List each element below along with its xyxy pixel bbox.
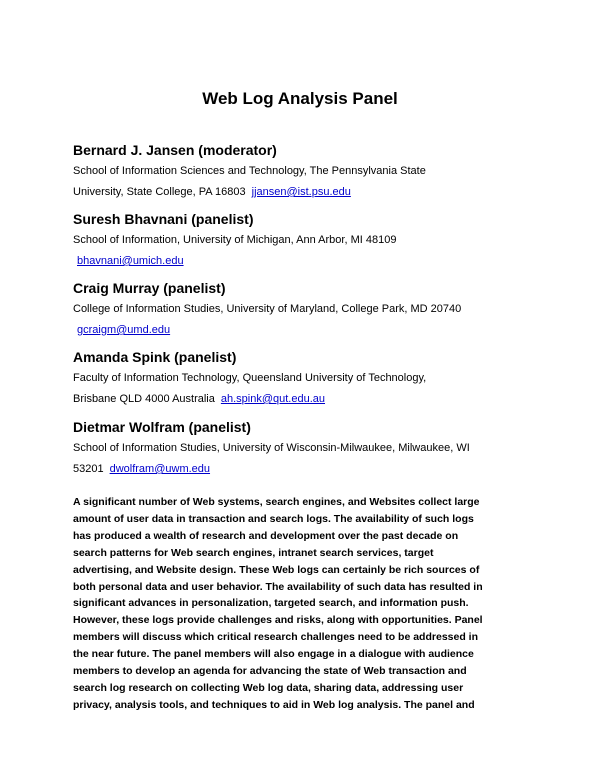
affiliation-line: University, State College, PA 16803 — [73, 186, 246, 198]
panelist-name: Amanda Spink (panelist) — [73, 349, 237, 365]
email-link[interactable]: dwolfram@uwm.edu — [109, 463, 211, 475]
abstract-line: the near future. The panel members will also engage in a dialogue with audience — [73, 648, 474, 661]
panelist-affiliation — [73, 230, 543, 272]
abstract-line: members to develop an agenda for advancing the state of Web transaction and — [73, 665, 467, 678]
abstract-line: search log research on collecting Web log data, sharing data, addressing user — [73, 681, 464, 694]
abstract-line: amount of user data in transaction and search logs. The availability of such logs — [73, 512, 474, 525]
panelist-affiliation — [73, 438, 543, 480]
panelist-name: Bernard J. Jansen (moderator) — [73, 142, 277, 158]
email-link[interactable]: ah.spink@qut.edu.au — [220, 393, 326, 405]
email-link[interactable]: gcraigm@umd.edu — [77, 324, 171, 336]
page-title: Web Log Analysis Panel — [202, 89, 398, 108]
panelist-bhavnani — [73, 210, 543, 272]
affiliation-line: School of Information Sciences and Technology, The Pennsylvania State — [73, 165, 426, 177]
affiliation-line: Brisbane QLD 4000 Australia — [73, 393, 215, 405]
panelist-affiliation — [73, 368, 543, 410]
abstract-line: However, these logs provide challenges and risks, along with opportunities. Panel — [73, 614, 483, 627]
abstract-line: members will discuss which critical research challenges need to be addressed in — [73, 631, 478, 644]
panelist-jansen — [73, 141, 543, 203]
abstract-line: search patterns for Web search engines, intranet search services, target — [73, 546, 434, 559]
panelist-name: Suresh Bhavnani (panelist) — [73, 211, 254, 227]
affiliation-line: College of Information Studies, University of Maryland, College Park, MD 20740 — [73, 303, 462, 315]
panelist-murray — [73, 279, 543, 341]
panelist-spink — [73, 348, 543, 410]
abstract-paragraph — [73, 494, 529, 714]
affiliation-line: 53201 — [73, 463, 104, 475]
email-link[interactable]: bhavnani@umich.edu — [77, 255, 184, 267]
affiliation-line: School of Information, University of Michigan, Ann Arbor, MI 48109 — [73, 234, 397, 246]
abstract-line: advertising, and Website design. These Web logs can certainly be rich sources of — [73, 563, 480, 576]
panelist-name: Dietmar Wolfram (panelist) — [73, 419, 251, 435]
affiliation-line: School of Information Studies, University of Wisconsin-Milwaukee, Milwaukee, WI — [73, 442, 470, 454]
email-link[interactable]: jjansen@ist.psu.edu — [251, 186, 351, 198]
abstract-line: A significant number of Web systems, search engines, and Websites collect large — [73, 496, 480, 508]
abstract-line: privacy, analysis tools, and techniques to aid in Web log analysis. The panel and — [73, 698, 475, 711]
affiliation-line: Faculty of Information Technology, Queensland University of Technology, — [73, 372, 427, 384]
abstract-line: significant advances in personalization, targeted search, and information push. — [73, 597, 469, 610]
abstract-line: has produced a wealth of research and development over the past decade on — [73, 529, 459, 542]
panelist-name: Craig Murray (panelist) — [73, 280, 226, 296]
panelist-wolfram — [73, 418, 543, 480]
panelist-affiliation — [73, 161, 543, 203]
abstract-line: both personal data and user behavior. The availability of such data has resulted in — [73, 580, 483, 593]
panelist-affiliation — [73, 299, 543, 341]
